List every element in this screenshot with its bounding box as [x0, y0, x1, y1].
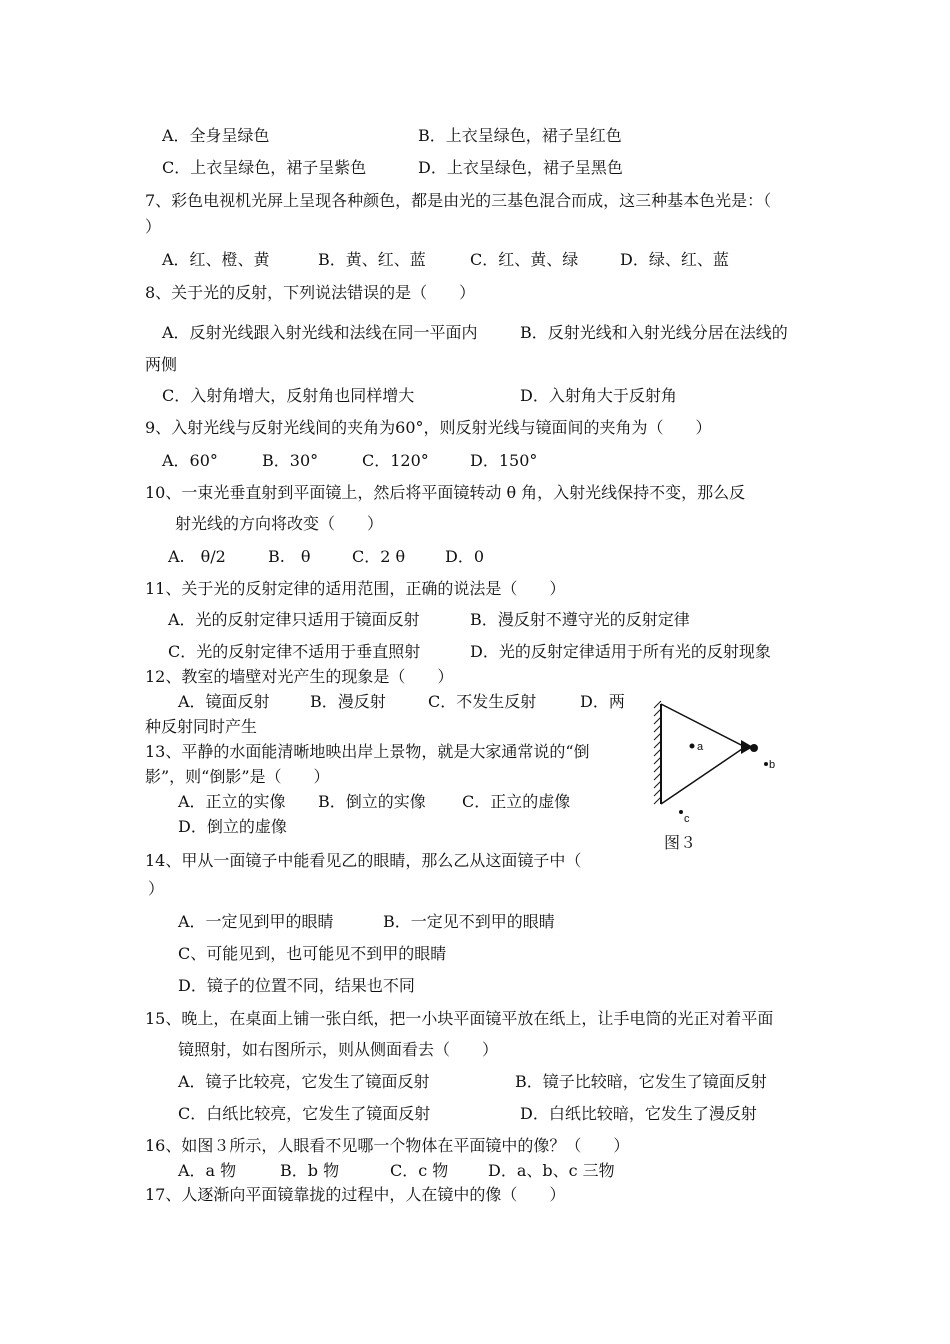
point-a-label: a: [697, 741, 704, 753]
figure-3: [650, 700, 780, 860]
q6-option-c: C．上衣呈绿色，裙子呈紫色: [162, 158, 367, 177]
q16-stem: 16、如图３所示，人眼看不见哪一个物体在平面镜中的像？（ ）: [145, 1136, 630, 1155]
q16-option-c: C．c 物: [390, 1161, 449, 1180]
q11-option-b: B．漫反射不遵守光的反射定律: [470, 610, 690, 629]
q9-option-b: B．30°: [262, 451, 319, 470]
q13-option-c: C．正立的虚像: [462, 792, 571, 811]
q12-option-c: C．不发生反射: [428, 692, 537, 711]
q7-stem-cont: ）: [145, 217, 162, 236]
q7-option-b: B．黄、红、蓝: [318, 250, 426, 269]
q15-stem: 15、晚上，在桌面上铺一张白纸，把一小块平面镜平放在纸上，让手电筒的光正对着平面: [145, 1009, 774, 1028]
q15-option-d: D．白纸比较暗，它发生了漫反射: [520, 1104, 757, 1123]
q14-option-b: B．一定见不到甲的眼睛: [383, 912, 555, 931]
point-c-label: c: [684, 813, 690, 825]
q6-option-b: B．上衣呈绿色，裙子呈红色: [418, 126, 622, 145]
q14-stem: 14、甲从一面镜子中能看见乙的眼睛，那么乙从这面镜子中（: [145, 851, 582, 870]
q7-option-d: D．绿、红、蓝: [620, 250, 729, 269]
q15-option-b: B．镜子比较暗，它发生了镜面反射: [515, 1072, 767, 1091]
q17-stem: 17、人逐渐向平面镜靠拢的过程中，人在镜中的像（ ）: [145, 1185, 566, 1204]
q13-option-d: D．倒立的虚像: [178, 817, 287, 836]
q7-stem: 7、彩色电视机光屏上呈现各种颜色，都是由光的三基色混合而成，这三种基本色光是：（: [145, 191, 772, 210]
q12-option-d-cont: 种反射同时产生: [145, 717, 258, 736]
q12-option-a: A．镜面反射: [178, 692, 270, 711]
q14-option-c: C、可能见到，也可能见不到甲的眼睛: [178, 944, 447, 963]
q15-option-c: C．白纸比较亮，它发生了镜面反射: [178, 1104, 431, 1123]
q14-stem-cont: ）: [148, 879, 165, 898]
point-b: [764, 762, 768, 766]
q11-option-c: C．光的反射定律不适用于垂直照射: [168, 642, 421, 661]
point-b-label: b: [769, 759, 776, 771]
q7-option-c: C．红、黄、绿: [470, 250, 579, 269]
q13-option-a: A．正立的实像: [178, 792, 286, 811]
point-c: [679, 810, 683, 814]
q11-stem: 11、关于光的反射定律的适用范围，正确的说法是（ ）: [145, 579, 566, 598]
q12-option-d: D．两: [580, 692, 625, 711]
eye-icon: [741, 740, 758, 754]
q16-option-d: D．a、b、c 三物: [488, 1161, 615, 1180]
q6-option-d: D．上衣呈绿色，裙子呈黑色: [418, 158, 623, 177]
q13-stem: 13、平静的水面能清晰地映出岸上景物，就是大家通常说的“倒: [145, 742, 590, 761]
q10-stem-cont: 射光线的方向将改变（ ）: [175, 514, 384, 533]
q9-stem: 9、入射光线与反射光线间的夹角为60°，则反射光线与镜面间的夹角为（ ）: [145, 418, 712, 437]
q9-option-c: C．120°: [362, 451, 429, 470]
q6-option-a: A．全身呈绿色: [162, 126, 270, 145]
q12-stem: 12、教室的墙壁对光产生的现象是（ ）: [145, 667, 454, 686]
q8-option-a: A．反射光线跟入射光线和法线在同一平面内: [162, 323, 478, 342]
mirror-hatching: [654, 701, 661, 804]
point-a: [690, 744, 695, 749]
q9-option-a: A．60°: [162, 451, 218, 470]
q7-option-a: A．红、橙、黄: [162, 250, 270, 269]
q15-option-a: A．镜子比较亮，它发生了镜面反射: [178, 1072, 430, 1091]
q12-option-b: B．漫反射: [310, 692, 386, 711]
q8-option-d: D．入射角大于反射角: [520, 386, 677, 405]
q13-stem-cont: 影”，则“倒影”是（ ）: [145, 767, 330, 786]
q10-option-c: C．2 θ: [352, 547, 406, 566]
q8-option-b: B．反射光线和入射光线分居在法线的: [520, 323, 788, 342]
q8-option-b-cont: 两侧: [145, 355, 178, 374]
q10-option-b: B. θ: [268, 547, 311, 566]
q15-stem-cont: 镜照射，如右图所示，则从侧面看去（ ）: [178, 1040, 499, 1059]
figure-caption: 图３: [664, 833, 697, 852]
q16-option-b: B．b 物: [280, 1161, 340, 1180]
q8-option-c: C．入射角增大，反射角也同样增大: [162, 386, 415, 405]
viewing-triangle: [661, 704, 745, 804]
q11-option-a: A．光的反射定律只适用于镜面反射: [168, 610, 420, 629]
q10-option-d: D．0: [445, 547, 485, 566]
q14-option-d: D．镜子的位置不同，结果也不同: [178, 976, 415, 995]
q13-option-b: B．倒立的实像: [318, 792, 426, 811]
q11-option-d: D．光的反射定律适用于所有光的反射现象: [470, 642, 771, 661]
q10-option-a: A. θ/2: [168, 547, 226, 566]
q16-option-a: A．a 物: [178, 1161, 237, 1180]
q8-stem: 8、关于光的反射，下列说法错误的是（ ）: [145, 283, 476, 302]
q10-stem: 10、一束光垂直射到平面镜上，然后将平面镜转动 θ 角，入射光线保持不变，那么反: [145, 483, 746, 502]
q14-option-a: A．一定见到甲的眼睛: [178, 912, 334, 931]
q9-option-d: D．150°: [470, 451, 538, 470]
